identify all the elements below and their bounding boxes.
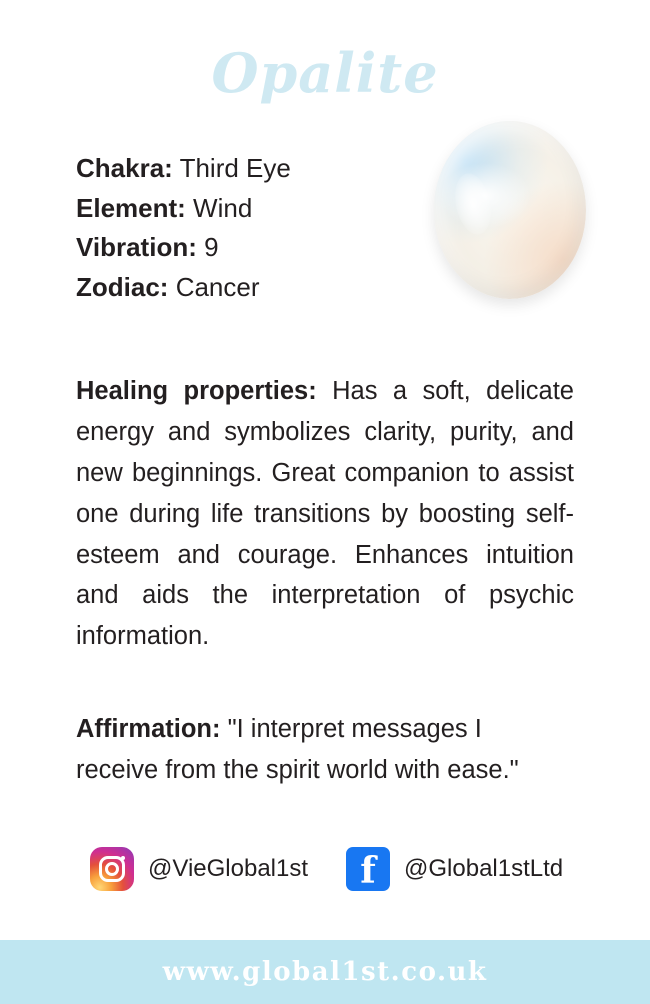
page-title: Opalite — [211, 41, 439, 105]
affirmation-text: "I interpret messages I receive from the spirit world with ease." — [76, 715, 519, 784]
attributes-list — [76, 149, 406, 307]
instagram-handle: @VieGlobal1st — [148, 854, 309, 882]
attribute-row — [76, 149, 406, 189]
attribute-row — [76, 189, 406, 229]
social-link-instagram[interactable] — [90, 847, 308, 891]
attribute-label: Element: — [76, 192, 186, 223]
footer-bar — [0, 940, 650, 1004]
social-links — [76, 847, 574, 891]
attribute-value: Third Eye — [179, 153, 291, 184]
website-url[interactable]: www.global1st.co.uk — [162, 957, 488, 987]
attribute-label: Zodiac: — [76, 271, 169, 302]
attribute-row — [76, 268, 406, 308]
attribute-value: 9 — [204, 232, 219, 263]
facebook-handle: @Global1stLtd — [404, 854, 564, 882]
attribute-value: Cancer — [175, 271, 260, 302]
affirmation-label: Affirmation: — [76, 715, 221, 744]
opalite-stone-photo — [434, 121, 586, 299]
attribute-label: Chakra: — [76, 153, 173, 184]
card-content — [0, 103, 650, 940]
healing-properties — [76, 371, 574, 657]
attribute-label: Vibration: — [76, 232, 197, 263]
facebook-icon[interactable]: f — [346, 847, 390, 891]
instagram-icon[interactable] — [90, 847, 134, 891]
stone-highlight — [450, 171, 496, 239]
healing-properties-label: Healing properties: — [76, 377, 317, 406]
healing-properties-text: Has a soft, delicate energy and symbolizes clarity, purity, and new beginnings. Great companion to assist one during life transitions by boosting self-esteem and courage. Enhances intuition and aids the interpretation of psychic information. — [76, 377, 574, 651]
affirmation — [76, 709, 536, 791]
social-link-facebook[interactable] — [346, 847, 563, 891]
attribute-value: Wind — [193, 192, 253, 223]
attribute-row — [76, 228, 406, 268]
